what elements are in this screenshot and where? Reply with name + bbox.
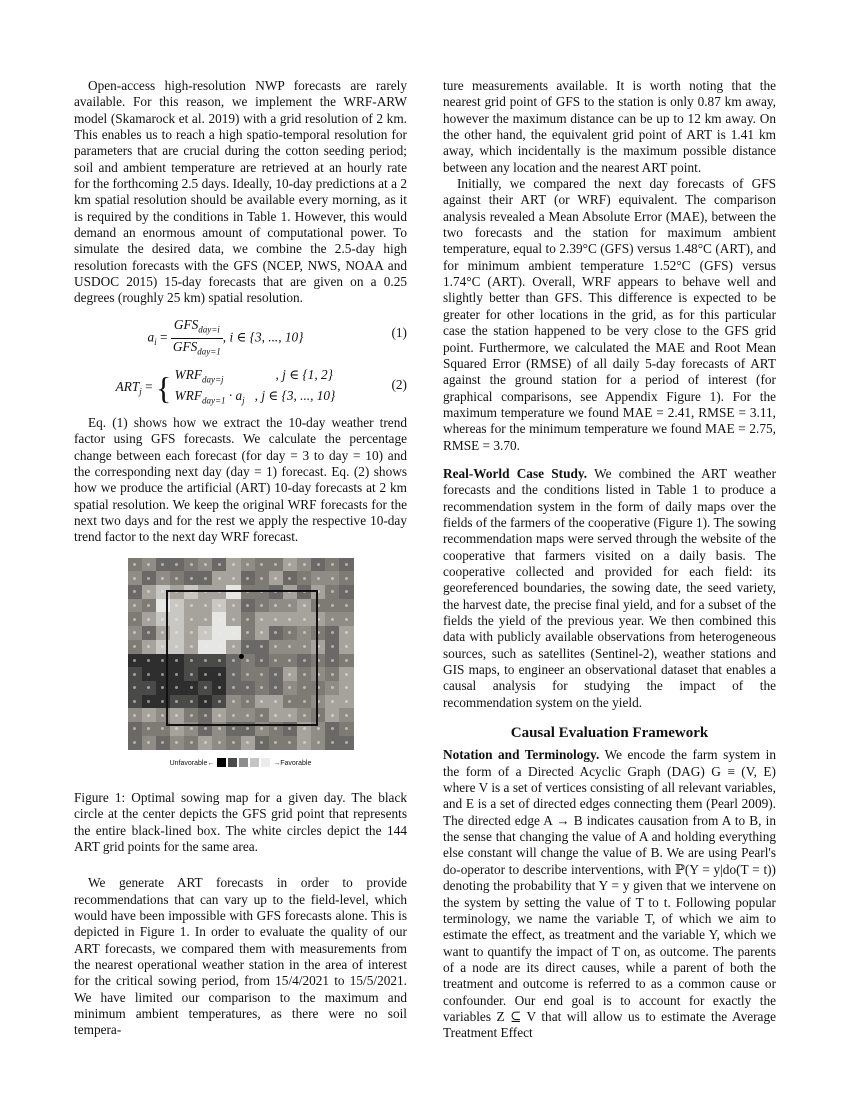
art-grid-point (331, 604, 334, 607)
art-grid-point (218, 563, 221, 566)
paragraph (443, 747, 776, 1041)
art-grid-point (204, 577, 207, 580)
art-grid-point (147, 673, 150, 676)
art-grid-point (345, 604, 348, 607)
art-grid-point (133, 714, 136, 717)
eq2-case2-msub: j (242, 395, 245, 406)
art-grid-point (147, 618, 150, 621)
art-grid-point (331, 563, 334, 566)
eq2-cases (175, 367, 336, 409)
eq1-fraction (171, 317, 223, 360)
art-grid-point (331, 659, 334, 662)
eq2-lhs: ART (115, 378, 140, 394)
art-grid-point (303, 577, 306, 580)
art-grid-point (204, 563, 207, 566)
art-grid-point (317, 563, 320, 566)
art-grid-point (147, 714, 150, 717)
eq1-lhs: a (147, 329, 155, 345)
paragraph: Initially, we compared the next day forecasts of GFS against their ART (or WRF) equivalent. The comparison analysis revealed a Mean Absolute Error (MAE), between the two forecasts and the station for maximum ambient temperature, equal to 2.39°C (GFS) versus 1.48°C (ART), and for minimum ambient temperature 1.52°C (GFS) versus 1.74°C (ART). Overall, WRF appears to behave well and slightly better than GFS. This difference is expected to be greater for other locations in the grid, as for this particular case the station happened to be very close to the GFS grid point. Furthermore, we calculated the MAE and Root Mean Squared Error (RMSE) of all daily 5-day forecasts of ART against the ground station for a period of interest (for graphical comparisons, see Appendix Figure 1). For the maximum temperature we found MAE = 2.41, RMSE = 3.11, whereas for the minimum temperature we found MAE = 2.75, RMSE = 3.70. (443, 176, 776, 453)
eq2-equals: = (141, 378, 156, 394)
art-grid-point (133, 618, 136, 621)
run-in-heading: Notation and Terminology. (443, 747, 600, 763)
art-grid-point (218, 577, 221, 580)
art-grid-point (331, 577, 334, 580)
legend-favorable-label: Favorable (280, 759, 312, 767)
art-grid-point (345, 618, 348, 621)
eq1-lhs-sub: i (154, 337, 157, 348)
art-grid-point (232, 577, 235, 580)
eq1-tail: , i ∈ {3, ..., 10} (222, 329, 304, 345)
left-column (74, 78, 407, 1039)
art-grid-point (133, 563, 136, 566)
art-grid-point (317, 741, 320, 744)
art-grid-point (260, 577, 263, 580)
art-grid-point (190, 577, 193, 580)
gfs-grid-point (239, 654, 244, 659)
art-grid-point (232, 563, 235, 566)
art-grid-point (147, 577, 150, 580)
eq2-case1-cond: , j ∈ {1, 2} (275, 366, 333, 382)
legend-swatch (217, 758, 226, 767)
eq2-case1: WRF (174, 366, 202, 382)
art-grid-point (246, 563, 249, 566)
art-grid-point (331, 673, 334, 676)
figure-caption: Figure 1: Optimal sowing map for a given day. The black circle at the center depicts the GFS grid point that represents the entire black-lined box. The white circles depict the 144 ART grid points for the same area. (74, 789, 407, 854)
art-grid-point (317, 577, 320, 580)
art-grid-point (303, 563, 306, 566)
eq2-case1-sub: day=j (201, 374, 224, 385)
equation-2 (74, 367, 407, 405)
arrow-right-icon: → (273, 759, 281, 767)
art-grid-point (190, 741, 193, 744)
eq2-lhs-sub: j (139, 386, 142, 397)
art-grid-point (246, 577, 249, 580)
art-grid-point (133, 577, 136, 580)
figure-legend (74, 756, 407, 772)
eq2-case2-sub: day=1 (201, 395, 226, 406)
right-column (443, 78, 776, 1042)
eq1-num: GFS (173, 316, 199, 332)
art-grid-point (331, 618, 334, 621)
paragraph-text: We combined the ART weather forecasts and the conditions listed in Table 1 to produce a recommendation system in the form of daily maps over the fields of the farmers of the cooperative (Figure 1). The sowing recommendation maps were served through the website of the cooperative that farmers visited on a daily basis. The cooperative collected and provided for each field: its georeferenced boundaries, the sowing date, the seed variety, the harvest date, the precise final yield, and for a subset of the fields the yield of the previous year. We then combined this data with publicly available observations from heterogeneous sources, such as satellites (Sentinel-2), weather stations and GIS maps, to engineer an observational dataset that enables a causal analysis for studying the impact of the recommendation system on the yield. (443, 465, 777, 710)
legend-swatch (261, 758, 270, 767)
paragraph: Eq. (1) shows how we extract the 10-day weather trend factor using GFS forecasts. We calculate the percentage change between each forecast (for day = 3 to day = 10) and the corresponding next day (day = 1) forecast. Eq. (2) shows how we produce the artificial (ART) 10-day forecasts at 2 km spatial resolution. We keep the original WRF forecasts for the next two days and for the rest we apply the respective 10-day trend factor to the next day WRF forecast. (74, 414, 407, 545)
eq1-den: GFS (172, 338, 198, 354)
paragraph: ture measurements available. It is worth noting that the nearest grid point of GFS to the station is only 0.87 km away, however the maximum distance can be up to 12 km away. On the other hand, the equivalent grid point of ART is 1.41 km away, which incidentally is the maximum possible distance between any location and the nearest ART point. (443, 78, 776, 175)
art-grid-point (303, 741, 306, 744)
legend-unfavorable-label: Unfavorable (169, 759, 208, 767)
paragraph-text: We encode the farm system in the form of a Directed Acyclic Graph (DAG) G ≡ (V, E) where V is a set of vertices consisting of all relevant variables, and E is a set of directed edges connecting them (Pearl 2009). The directed edge A → B indicates causation from A to B, in the sense that changing the value of A and holding everything else constant will change the value of B. We are using Pearl's do-operator to describe interventions, with ℙ(Y = y|do(T = t)) denoting the probability that Y = y given that we intervene on the system by setting the value of T to t. Following popular terminology, we name the variable T, of which we aim to estimate the effect, as treatment and the variable Y, which we want to quantify the impact of T on, as outcome. The parents of a node are its direct causes, while a parent of both the treatment and outcome is referred to as a common cause or confounder. Our end goal is to account for exactly the variables Z ⊆ V that will allow us to estimate the Average Treatment Effect (443, 747, 776, 1041)
run-in-heading: Real-World Case Study. (443, 465, 588, 481)
art-grid-point (345, 714, 348, 717)
legend-swatch (239, 758, 248, 767)
eq2-case2-mult: · a (225, 387, 243, 403)
art-grid-point (190, 563, 193, 566)
eq2-case2-cond: , j ∈ {3, ..., 10} (254, 387, 336, 403)
legend-swatch (250, 758, 259, 767)
eq2-brace: { (155, 369, 172, 406)
art-grid-point (345, 673, 348, 676)
art-grid-point (133, 659, 136, 662)
sowing-map-figure (128, 558, 354, 750)
section-title: Causal Evaluation Framework (510, 725, 709, 742)
art-grid-point (345, 563, 348, 566)
art-grid-point (204, 741, 207, 744)
art-grid-point (345, 700, 348, 703)
paragraph: Open-access high-resolution NWP forecasts are rarely available. For this reason, we implement the WRF-ARW model (Skamarock et al. 2019) with a grid resolution of 2 km. This enables us to reach a high spatio-temporal resolution for parameters that are crucial during the cotton seeding period; soil and ambient temperature are retrieved at an hourly rate for the forthcoming 2.5 days. Ideally, 10-day predictions at a 2 km spatial resolution should be available every morning, as it is required by the conditions in Table 1. However, this would demand an enormous amount of computational power. To simulate the desired data, we combine the 2.5-day high resolution forecasts with the GFS (NCEP, NWS, NOAA and USDOC 2015) 15-day forecasts that are given on a 0.25 degrees (roughly 25 km) spatial resolution. (74, 78, 407, 306)
legend-swatch (228, 758, 237, 767)
arrow-left-icon: ← (207, 759, 215, 767)
paragraph (443, 466, 776, 711)
art-grid-point (345, 577, 348, 580)
eq1-equals: = (156, 329, 171, 345)
eq1-num-sub: day=i (198, 324, 220, 335)
eq1-den-sub: day=1 (197, 346, 221, 357)
paragraph: We generate ART forecasts in order to provide recommendations that can vary up to the field-level, which would have been impossible with GFS forecasts alone. This is depicted in Figure 1. In order to evaluate the quality of our ART forecasts, we compared them with measurements from the nearest operational weather station in the area of interest for the critical sowing period, from 15/4/2021 to 15/5/2021. We have limited our comparison to the maximum and minimum ambient temperatures, as there were no soil tempera- (74, 875, 407, 1038)
art-grid-point (345, 659, 348, 662)
eq1-number: (1) (391, 324, 407, 340)
art-grid-point (133, 673, 136, 676)
eq2-case2: WRF (174, 387, 202, 403)
equation-1 (74, 316, 407, 357)
eq2-number: (2) (391, 376, 407, 392)
art-grid-point (331, 700, 334, 703)
art-grid-point (331, 714, 334, 717)
